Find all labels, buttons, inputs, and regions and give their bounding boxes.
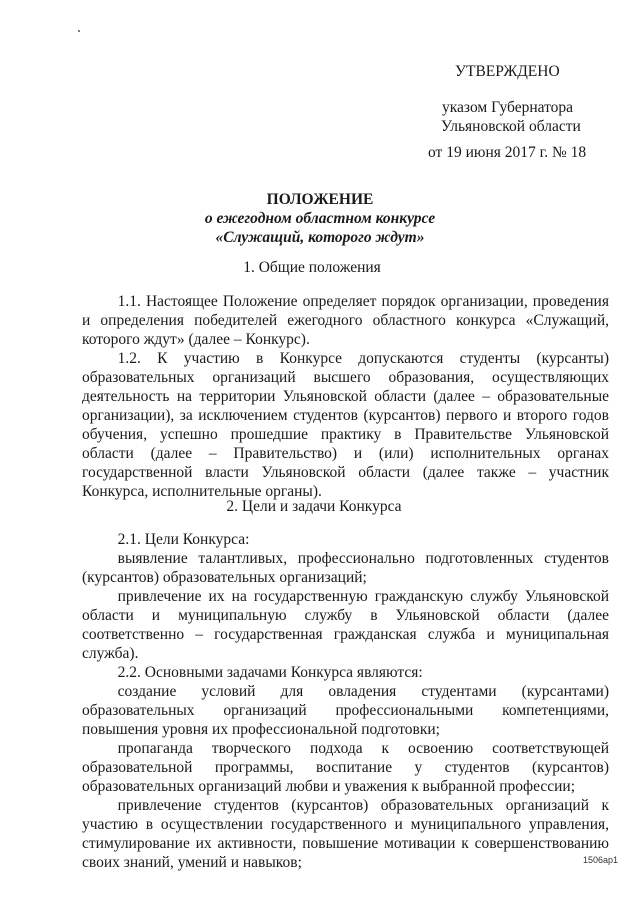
paragraph-2-1-a: выявление талантливых, профессионально подготовленных студентов (курсантов) образовательных организаций; [82, 550, 609, 586]
paragraph-2-2: 2.2. Основными задачами Конкурса являются: [117, 664, 423, 681]
document-code: 1506ap1 [582, 855, 618, 865]
paragraph-2-1: 2.1. Цели Конкурса: [117, 531, 250, 548]
approval-decree-line: указом Губернатора [442, 99, 574, 116]
document-subtitle-line1: о ежегодном областном конкурсе [204, 210, 436, 227]
document-subtitle-line2: «Служащий, которого ждут» [215, 229, 425, 246]
section1-body [82, 292, 609, 501]
paragraph-2-2-c: привлечение студентов (курсантов) образовательных организаций к участию в осуществлении государственного и муниципального управления, стимулирование их активности, повышение мотивации к совершенствованию своих знаний, умений и навыков; [82, 797, 609, 871]
paragraph-1-2: 1.2. К участию в Конкурсе допускаются студенты (курсанты) образовательных организаций высшего образования, осуществляющих деятельность на территории Ульяновской области (далее – образовательные организации), за исключением студентов (курсантов) первого и второго годов обучения, успешно прошедшие практику в Правительстве Ульяновской области (далее – Правительство) и (или) исполнительных органах государственной власти Ульяновской области (далее также – участник Конкурса, исполнительные органы). [82, 350, 609, 500]
paragraph-2-2-a: создание условий для овладения студентами (курсантами) образовательных организаций профессиональными компетенциями, повышения уровня их профессиональной подготовки; [82, 683, 609, 738]
paragraph-2-1-b: привлечение их на государственную гражданскую службу Ульяновской области и муниципальную службу в Ульяновской области (далее соответственно – государственная гражданская служба и муниципальная служба). [82, 588, 609, 662]
section-heading-goals: 2. Цели и задачи Конкурса [226, 498, 402, 515]
scan-speck [78, 30, 80, 32]
approval-region-line: Ульяновской области [441, 118, 581, 135]
paragraph-1-1: 1.1. Настоящее Положение определяет порядок организации, проведения и определения победителей ежегодного областного конкурса «Служащий, которого ждут» (далее – Конкурс). [82, 293, 609, 348]
document-title: ПОЛОЖЕНИЕ [266, 191, 374, 208]
approval-date-line: от 19 июня 2017 г. № 18 [428, 144, 587, 161]
section-heading-general: 1. Общие положения [243, 259, 381, 276]
section2-body [82, 530, 609, 872]
approval-stamp: УТВЕРЖДЕНО [455, 63, 560, 80]
paragraph-2-2-b: пропаганда творческого подхода к освоению соответствующей образовательной программы, воспитание у студентов (курсантов) образовательных организаций любви и уважения к выбранной профессии; [82, 740, 609, 795]
